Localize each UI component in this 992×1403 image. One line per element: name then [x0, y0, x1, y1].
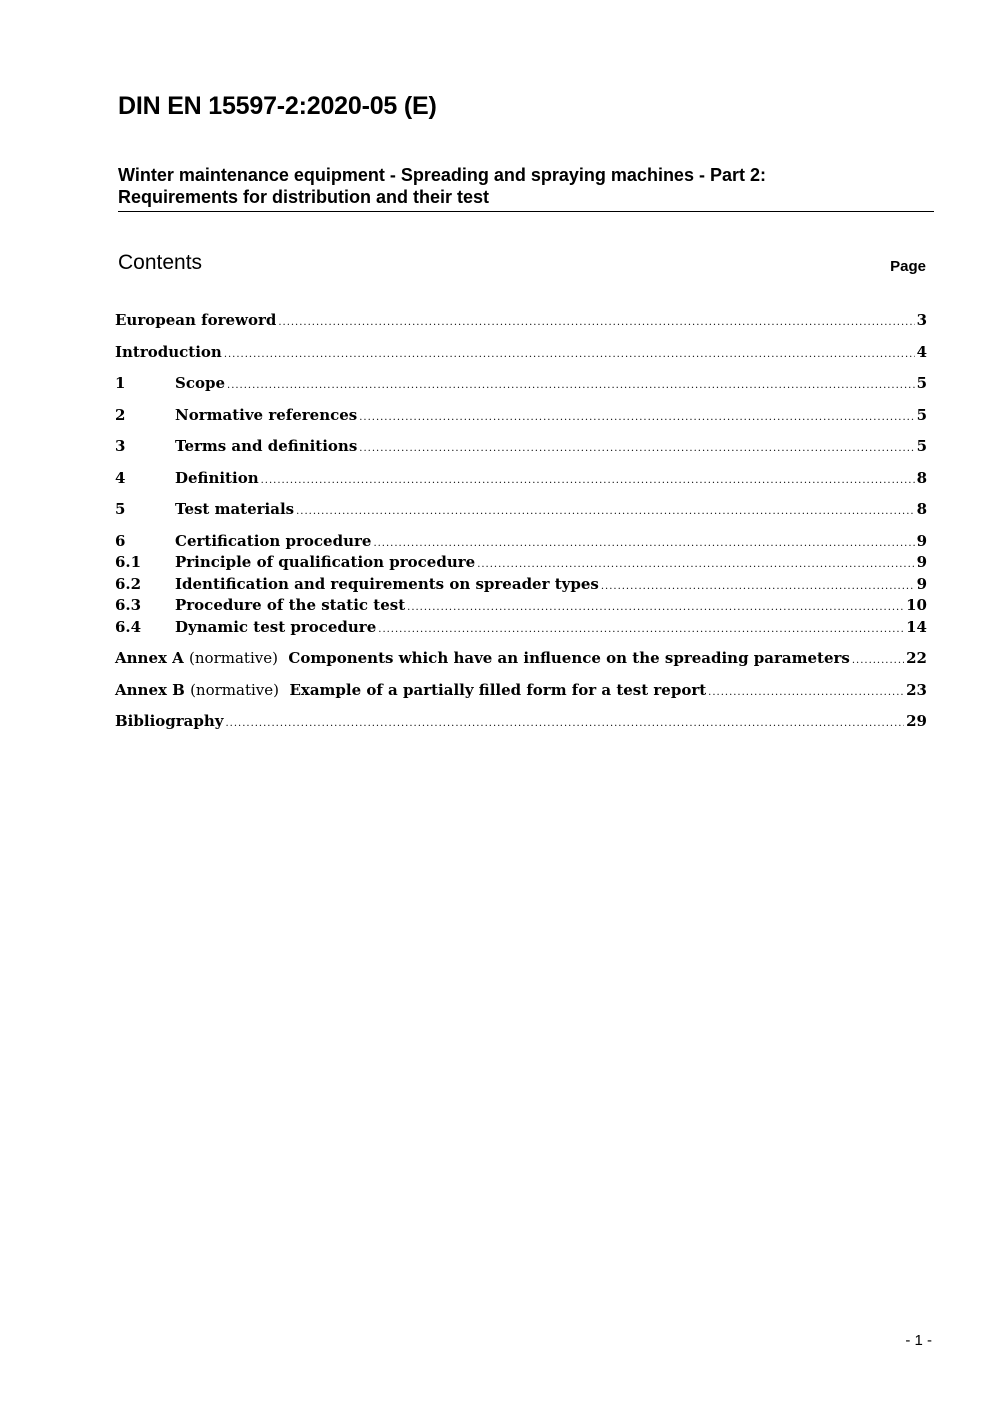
annex-letter: Annex B [115, 681, 185, 699]
toc-leader [407, 602, 904, 613]
toc-leader [477, 559, 914, 570]
toc-entry-number: 6.2 [115, 575, 142, 593]
toc-entry-title: Certification procedure [175, 532, 372, 550]
toc-entry-page: 10 [906, 596, 927, 614]
toc-entry-title: Terms and definitions [175, 437, 358, 455]
toc-leader [378, 624, 904, 635]
toc-entry-page: 5 [916, 406, 927, 424]
toc-entry-page: 8 [916, 469, 927, 487]
toc-entry-number: 4 [115, 469, 126, 487]
toc-entry-title: Procedure of the static test [175, 596, 406, 614]
toc-leader [226, 718, 905, 729]
document-subtitle [118, 164, 934, 212]
toc-entry-title: Bibliography [115, 712, 224, 730]
toc-entry-title: Identification and requirements on spreader types [175, 575, 599, 593]
toc-entry-title: Dynamic test procedure [175, 618, 377, 636]
toc-entry-number: 6.4 [115, 618, 142, 636]
annex-letter: Annex A [115, 649, 184, 667]
toc-entry-title: Definition [175, 469, 259, 487]
contents-heading: Contents [118, 251, 203, 274]
toc-entry-terms-and-definitions[interactable] [115, 437, 927, 457]
toc-entry-number: 2 [115, 406, 126, 424]
toc-entry-title: Components which have an influence on the spreading parameters [288, 649, 850, 667]
toc-entry-title: Example of a partially filled form for a test report [289, 681, 707, 699]
toc-entry-page: 9 [916, 532, 927, 550]
subtitle-line-1: Winter maintenance equipment - Spreading and spraying machines - Part 2: [118, 165, 766, 185]
toc-entry-normative-references[interactable] [115, 406, 927, 426]
footer-page-number: - 1 - [905, 1332, 932, 1349]
toc-entry-title: Test materials [175, 500, 295, 518]
toc-entry-annex-a[interactable] [115, 649, 927, 669]
toc-leader [359, 443, 914, 454]
toc-entry-page: 14 [906, 618, 927, 636]
toc-entry-title: Normative references [175, 406, 358, 424]
subtitle-line-2: Requirements for distribution and their test [118, 187, 490, 207]
toc-entry-introduction[interactable] [115, 343, 927, 363]
toc-entry-definition[interactable] [115, 469, 927, 489]
toc-entry-test-materials[interactable] [115, 500, 927, 520]
page-column-heading: Page [890, 258, 926, 275]
toc-entry-principle-of-qualification[interactable] [115, 553, 927, 573]
toc-entry-scope[interactable] [115, 374, 927, 394]
toc-leader [708, 687, 904, 698]
toc-entry-identification-and-requirements[interactable] [115, 575, 927, 595]
toc-entry-number: 6.1 [115, 553, 142, 571]
toc-entry-page: 9 [916, 553, 927, 571]
toc-entry-page: 5 [916, 374, 927, 392]
toc-entry-annex-label [115, 681, 706, 699]
toc-entry-title: Principle of qualification procedure [175, 553, 476, 571]
toc-leader [852, 655, 904, 666]
toc-entry-static-test-procedure[interactable] [115, 596, 927, 616]
toc-entry-title: Scope [175, 374, 226, 392]
toc-entry-page: 8 [916, 500, 927, 518]
toc-entry-european-foreword[interactable] [115, 311, 927, 331]
toc-leader [261, 475, 915, 486]
toc-entry-page: 29 [906, 712, 927, 730]
toc-entry-page: 22 [906, 649, 927, 667]
toc-leader [359, 412, 914, 423]
toc-entry-page: 5 [916, 437, 927, 455]
toc-entry-number: 6 [115, 532, 126, 550]
toc-entry-number: 1 [115, 374, 126, 392]
toc-entry-page: 23 [906, 681, 927, 699]
toc-entry-number: 5 [115, 500, 126, 518]
annex-qualifier: (normative) [189, 649, 278, 667]
toc-entry-page: 9 [916, 575, 927, 593]
toc-leader [227, 380, 915, 391]
toc-leader [224, 349, 915, 360]
toc-entry-number: 6.3 [115, 596, 142, 614]
toc-entry-page: 3 [916, 311, 927, 329]
toc-entry-annex-b[interactable] [115, 681, 927, 701]
toc-entry-title: European foreword [115, 311, 277, 329]
document-id: DIN EN 15597-2:2020-05 (E) [118, 92, 437, 120]
toc-leader [601, 581, 915, 592]
toc-leader [278, 317, 914, 328]
toc-entry-page: 4 [916, 343, 927, 361]
toc-entry-annex-label [115, 649, 850, 667]
toc-entry-certification-procedure[interactable] [115, 532, 927, 552]
toc-entry-bibliography[interactable] [115, 712, 927, 732]
toc-entry-number: 3 [115, 437, 126, 455]
toc-entry-dynamic-test-procedure[interactable] [115, 618, 927, 638]
annex-qualifier: (normative) [190, 681, 279, 699]
toc-entry-title: Introduction [115, 343, 222, 361]
toc-leader [296, 506, 914, 517]
toc-leader [373, 538, 914, 549]
